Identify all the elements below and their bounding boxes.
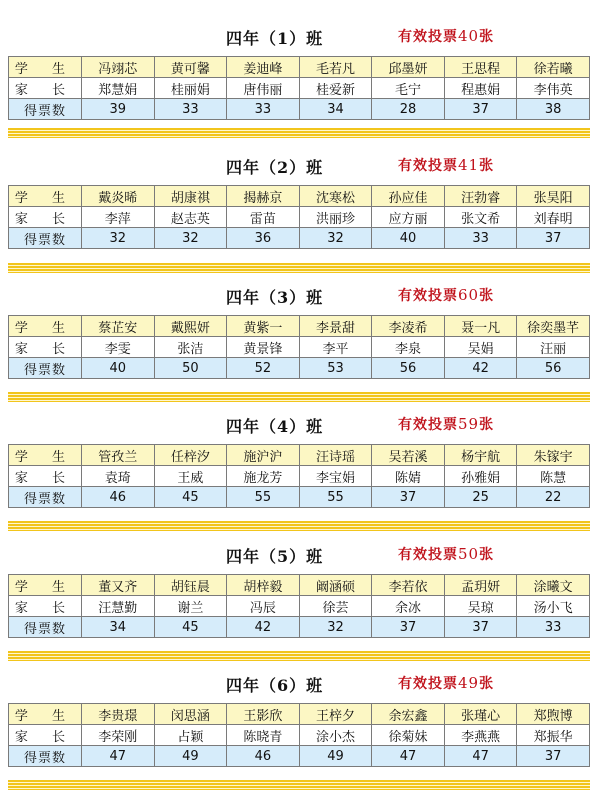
student-row [9,186,590,207]
votes-cell: 34 [82,617,155,638]
parent-cell: 张洁 [154,337,227,358]
votes-cell: 37 [372,617,445,638]
valid-votes-count: 41 [458,156,480,174]
student-cell: 胡钰晨 [154,575,227,596]
votes-cell: 42 [227,617,300,638]
parent-cell: 程惠娟 [444,78,517,99]
student-row-header: 学 生 [9,575,82,596]
valid-votes-count: 49 [458,674,480,692]
student-cell: 沈寒松 [299,186,372,207]
class-title: 四年（2）班 [226,158,324,177]
parent-cell: 李平 [299,337,372,358]
votes-cell: 45 [154,617,227,638]
parent-cell: 汤小飞 [517,596,590,617]
votes-cell: 53 [299,358,372,379]
votes-cell: 40 [372,228,445,249]
votes-cell: 47 [372,746,445,767]
class-title: 四年（1）班 [226,29,324,48]
parent-cell: 涂小杰 [299,725,372,746]
student-cell: 闵思涵 [154,704,227,725]
parent-cell: 谢兰 [154,596,227,617]
class-title: 四年（6）班 [226,676,324,695]
votes-cell: 37 [444,99,517,120]
student-cell: 毛若凡 [299,57,372,78]
class-table [8,444,590,508]
student-cell: 揭赫京 [227,186,300,207]
student-cell: 戴炎晞 [82,186,155,207]
votes-cell: 37 [444,617,517,638]
student-cell: 朱镓宇 [517,445,590,466]
student-cell: 戴熙妍 [154,316,227,337]
votes-cell: 55 [299,487,372,508]
votes-row [9,358,590,379]
votes-cell: 49 [154,746,227,767]
votes-cell: 37 [517,746,590,767]
votes-row [9,617,590,638]
votes-cell: 45 [154,487,227,508]
parent-cell: 桂爱新 [299,78,372,99]
student-cell: 吴若溪 [372,445,445,466]
parent-cell: 唐伟丽 [227,78,300,99]
parent-cell: 施龙芳 [227,466,300,487]
votes-cell: 36 [227,228,300,249]
student-cell: 汪勃睿 [444,186,517,207]
votes-row-header: 得票数 [9,746,82,767]
valid-votes-suffix: 张 [479,288,495,304]
student-cell: 王思程 [444,57,517,78]
student-row [9,445,590,466]
votes-cell: 33 [444,228,517,249]
votes-cell: 46 [227,746,300,767]
parent-cell: 汪慧勤 [82,596,155,617]
parent-cell: 袁琦 [82,466,155,487]
votes-cell: 34 [299,99,372,120]
valid-votes-label [398,414,494,434]
student-cell: 胡梓毅 [227,575,300,596]
divider-stripe [8,651,590,661]
student-cell: 姜迪峰 [227,57,300,78]
parent-cell: 汪丽 [517,337,590,358]
votes-cell: 32 [299,617,372,638]
student-cell: 涂曦文 [517,575,590,596]
student-row [9,57,590,78]
votes-cell: 47 [444,746,517,767]
valid-votes-label [398,673,494,693]
valid-votes-suffix: 张 [479,676,495,692]
parent-row-header: 家 长 [9,596,82,617]
student-cell: 孟玥妍 [444,575,517,596]
student-cell: 李凌希 [372,316,445,337]
divider-stripe [8,263,590,273]
student-cell: 聂一凡 [444,316,517,337]
valid-votes-suffix: 张 [479,417,495,433]
valid-votes-prefix: 有效投票 [398,288,458,304]
student-cell: 李若依 [372,575,445,596]
class-table [8,574,590,638]
parent-cell: 桂丽娟 [154,78,227,99]
student-cell: 汪诗瑶 [299,445,372,466]
class-table [8,703,590,767]
parent-cell: 徐芸 [299,596,372,617]
votes-cell: 52 [227,358,300,379]
parent-cell: 李泉 [372,337,445,358]
votes-cell: 42 [444,358,517,379]
student-cell: 徐若曦 [517,57,590,78]
parent-row [9,207,590,228]
valid-votes-count: 40 [458,27,480,45]
valid-votes-prefix: 有效投票 [398,417,458,433]
parent-cell: 李萍 [82,207,155,228]
votes-row [9,99,590,120]
student-cell: 王影欣 [227,704,300,725]
student-row-header: 学 生 [9,445,82,466]
parent-cell: 李宝娟 [299,466,372,487]
votes-cell: 33 [154,99,227,120]
valid-votes-label [398,544,494,564]
divider-stripe [8,128,590,138]
votes-cell: 32 [82,228,155,249]
parent-row [9,78,590,99]
parent-cell: 黄景锋 [227,337,300,358]
valid-votes-label [398,155,494,175]
votes-cell: 56 [372,358,445,379]
class-table [8,315,590,379]
class-title: 四年（5）班 [226,547,324,566]
student-cell: 杨宇航 [444,445,517,466]
student-cell: 王梓夕 [299,704,372,725]
votes-row [9,746,590,767]
parent-row [9,337,590,358]
student-cell: 胡康祺 [154,186,227,207]
valid-votes-count: 59 [458,415,480,433]
student-cell: 董又齐 [82,575,155,596]
votes-row-header: 得票数 [9,487,82,508]
parent-cell: 冯辰 [227,596,300,617]
votes-cell: 22 [517,487,590,508]
parent-row-header: 家 长 [9,725,82,746]
student-row-header: 学 生 [9,316,82,337]
student-cell: 冯翊芯 [82,57,155,78]
parent-cell: 洪丽珍 [299,207,372,228]
parent-row-header: 家 长 [9,337,82,358]
parent-cell: 雷苗 [227,207,300,228]
valid-votes-suffix: 张 [479,158,495,174]
student-cell: 黄可馨 [154,57,227,78]
votes-cell: 39 [82,99,155,120]
parent-cell: 郑慧娟 [82,78,155,99]
votes-cell: 49 [299,746,372,767]
divider-stripe [8,780,590,790]
votes-cell: 55 [227,487,300,508]
votes-cell: 40 [82,358,155,379]
student-row [9,316,590,337]
votes-cell: 33 [227,99,300,120]
votes-row [9,228,590,249]
parent-cell: 徐菊妹 [372,725,445,746]
parent-row-header: 家 长 [9,78,82,99]
votes-cell: 56 [517,358,590,379]
parent-cell: 应方丽 [372,207,445,228]
student-row [9,575,590,596]
parent-cell: 毛宁 [372,78,445,99]
votes-cell: 37 [517,228,590,249]
parent-cell: 吴娟 [444,337,517,358]
parent-row [9,725,590,746]
student-cell: 黄紫一 [227,316,300,337]
valid-votes-suffix: 张 [479,29,495,45]
student-cell: 李景甜 [299,316,372,337]
student-row-header: 学 生 [9,57,82,78]
class-title: 四年（4）班 [226,417,324,436]
parent-cell: 陈婧 [372,466,445,487]
valid-votes-count: 50 [458,545,480,563]
valid-votes-prefix: 有效投票 [398,29,458,45]
parent-cell: 李伟英 [517,78,590,99]
parent-cell: 陈晓青 [227,725,300,746]
valid-votes-prefix: 有效投票 [398,676,458,692]
valid-votes-prefix: 有效投票 [398,158,458,174]
student-cell: 张昊阳 [517,186,590,207]
votes-cell: 46 [82,487,155,508]
parent-cell: 刘春明 [517,207,590,228]
parent-row [9,596,590,617]
votes-cell: 32 [299,228,372,249]
student-cell: 余宏鑫 [372,704,445,725]
votes-row-header: 得票数 [9,99,82,120]
parent-cell: 李燕燕 [444,725,517,746]
student-cell: 任梓汐 [154,445,227,466]
votes-cell: 50 [154,358,227,379]
parent-row-header: 家 长 [9,466,82,487]
student-cell: 孙应佳 [372,186,445,207]
valid-votes-label [398,26,494,46]
student-row-header: 学 生 [9,186,82,207]
class-title: 四年（3）班 [226,288,324,307]
student-cell: 邱墨妍 [372,57,445,78]
votes-cell: 28 [372,99,445,120]
votes-row-header: 得票数 [9,358,82,379]
student-cell: 郑煦博 [517,704,590,725]
votes-row-header: 得票数 [9,228,82,249]
votes-cell: 37 [372,487,445,508]
parent-cell: 赵志英 [154,207,227,228]
divider-stripe [8,392,590,402]
parent-cell: 孙雅娟 [444,466,517,487]
parent-cell: 占颖 [154,725,227,746]
student-cell: 蔡芷安 [82,316,155,337]
votes-row [9,487,590,508]
parent-cell: 李荣刚 [82,725,155,746]
class-table [8,185,590,249]
valid-votes-prefix: 有效投票 [398,547,458,563]
valid-votes-suffix: 张 [479,547,495,563]
student-cell: 施沪沪 [227,445,300,466]
parent-cell: 吴琼 [444,596,517,617]
student-cell: 徐奕墨芊 [517,316,590,337]
parent-cell: 张文希 [444,207,517,228]
student-row [9,704,590,725]
parent-cell: 王威 [154,466,227,487]
votes-row-header: 得票数 [9,617,82,638]
votes-cell: 32 [154,228,227,249]
student-cell: 管孜兰 [82,445,155,466]
student-cell: 张瑾心 [444,704,517,725]
parent-cell: 余冰 [372,596,445,617]
votes-cell: 33 [517,617,590,638]
votes-cell: 25 [444,487,517,508]
valid-votes-label [398,285,494,305]
student-row-header: 学 生 [9,704,82,725]
parent-cell: 郑振华 [517,725,590,746]
parent-row-header: 家 长 [9,207,82,228]
student-cell: 李贵璟 [82,704,155,725]
parent-cell: 陈慧 [517,466,590,487]
votes-cell: 47 [82,746,155,767]
student-cell: 阚涵硕 [299,575,372,596]
divider-stripe [8,521,590,531]
class-table [8,56,590,120]
parent-cell: 李雯 [82,337,155,358]
parent-row [9,466,590,487]
votes-cell: 38 [517,99,590,120]
valid-votes-count: 60 [458,286,480,304]
